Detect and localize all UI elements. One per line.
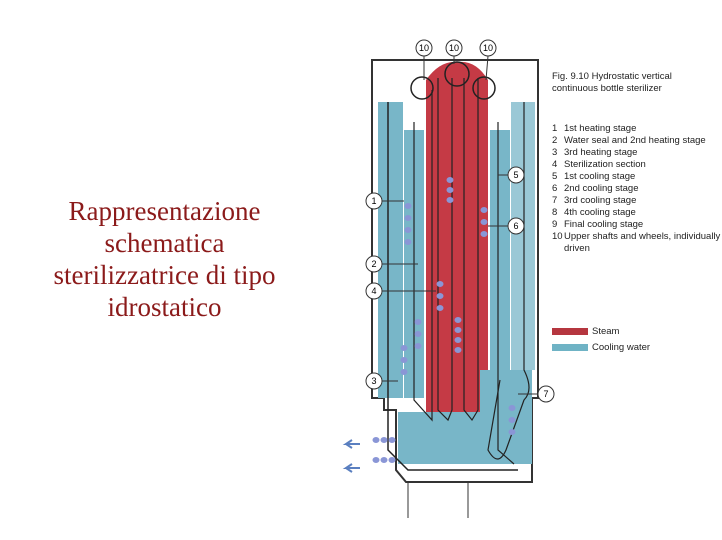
bottle-icon <box>437 305 444 311</box>
key-label: Cooling water <box>592 342 651 353</box>
svg-text:10: 10 <box>482 43 494 53</box>
svg-text:10: 10 <box>418 43 430 53</box>
legend-item: 10 Upper shafts and wheels, individually driven <box>552 231 721 254</box>
legend-item: 9 Final cooling stage <box>552 219 644 230</box>
title-line: sterilizzatrice di tipo <box>53 260 276 290</box>
key-label: Steam <box>592 326 620 337</box>
sterilizer-diagram <box>338 30 548 520</box>
svg-text:1: 1 <box>371 196 377 206</box>
legend-item: 1 1st heating stage <box>552 123 637 134</box>
legend-item: 3 3rd heating stage <box>552 147 638 158</box>
bottle-icon <box>389 457 396 463</box>
bottle-icon <box>405 203 412 209</box>
bottle-icon <box>401 369 408 375</box>
bottle-icon <box>509 417 516 423</box>
bottle-icon <box>509 405 516 411</box>
water-swatch <box>552 344 588 351</box>
legend-item: 6 2nd cooling stage <box>552 183 639 194</box>
legend-item: 7 3rd cooling stage <box>552 195 637 206</box>
bottle-icon <box>447 197 454 203</box>
svg-text:3: 3 <box>371 376 377 386</box>
bottle-icon <box>447 187 454 193</box>
svg-text:4: 4 <box>371 286 377 296</box>
exit-arrow-icon <box>346 440 360 448</box>
bottle-icon <box>455 337 462 343</box>
steam-swatch <box>552 328 588 335</box>
bottle-icon <box>405 227 412 233</box>
caption-subtitle: continuous bottle sterilizer <box>552 83 662 94</box>
bottle-icon <box>437 281 444 287</box>
bottle-icon <box>481 207 488 213</box>
bottle-icon <box>509 429 516 435</box>
bottle-icon <box>415 331 422 337</box>
svg-text:2: 2 <box>371 259 377 269</box>
caption-title: Fig. 9.10 Hydrostatic vertical <box>552 71 672 82</box>
legend-item: 4 Sterilization section <box>552 159 646 170</box>
sterilizer-figure <box>338 30 720 540</box>
key-cooling-water <box>552 342 650 353</box>
title-line: Rappresentazione <box>68 196 261 226</box>
bottle-icon <box>405 239 412 245</box>
bottle-icon <box>455 347 462 353</box>
bottle-icon <box>415 319 422 325</box>
bottle-icon <box>405 215 412 221</box>
legend-item: 8 4th cooling stage <box>552 207 636 218</box>
bottle-icon <box>481 219 488 225</box>
bottle-icon <box>455 317 462 323</box>
callout-bottom <box>408 482 468 518</box>
key-steam <box>552 326 619 337</box>
water-column-left <box>378 102 403 398</box>
water-channel-c <box>511 102 535 370</box>
bottle-icon <box>415 343 422 349</box>
svg-text:5: 5 <box>513 170 519 180</box>
bottle-icon <box>455 327 462 333</box>
svg-text:6: 6 <box>513 221 519 231</box>
title-line: idrostatico <box>107 292 222 322</box>
title-line: schematica <box>104 228 225 258</box>
bottle-icon <box>381 437 388 443</box>
bottle-icon <box>389 437 396 443</box>
figure-caption <box>552 71 722 95</box>
svg-text:10: 10 <box>448 43 460 53</box>
legend-item: 2 Water seal and 2nd heating stage <box>552 135 706 146</box>
stage-legend <box>552 123 722 255</box>
bottle-icon <box>373 437 380 443</box>
bottle-icon <box>481 231 488 237</box>
steam-dome <box>426 62 488 414</box>
slide-title <box>22 195 307 323</box>
bottle-icon <box>373 457 380 463</box>
legend-item: 5 1st cooling stage <box>552 171 636 182</box>
bottle-icon <box>401 345 408 351</box>
svg-text:7: 7 <box>543 389 549 399</box>
bottle-icon <box>381 457 388 463</box>
bottle-icon <box>447 177 454 183</box>
bottle-icon <box>437 293 444 299</box>
exit-arrow-icon <box>346 464 360 472</box>
bottle-icon <box>401 357 408 363</box>
